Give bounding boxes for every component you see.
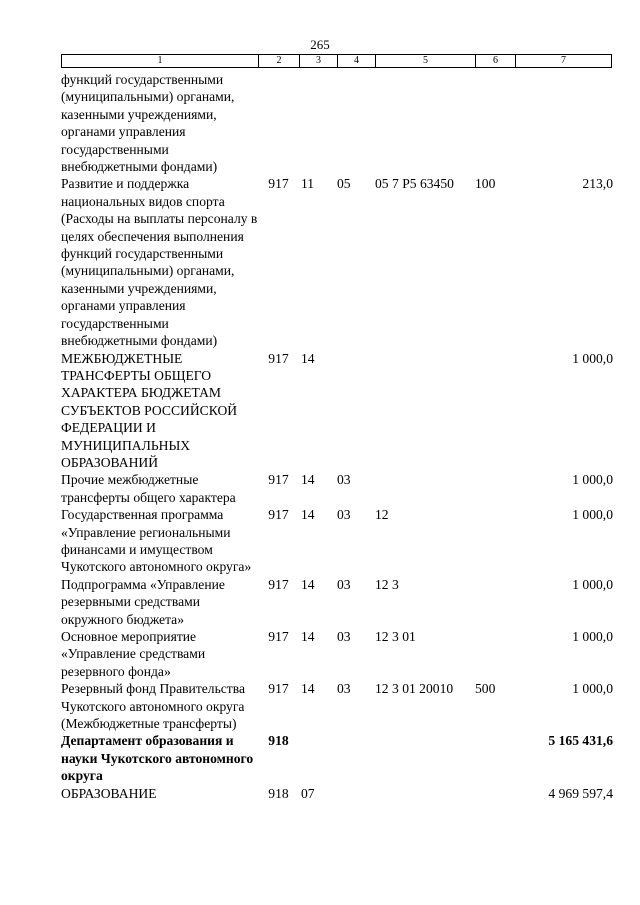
row-amount: 1 000,0 [572, 576, 613, 592]
row-name: ОБРАЗОВАНИЕ [61, 785, 157, 801]
row-subsection: 05 [337, 176, 351, 192]
row-section: 14 [301, 507, 315, 523]
row-ministry-code: 917 [268, 176, 289, 192]
column-header-5: 5 [376, 55, 476, 68]
row-name: Государственная программа «Управление региональными финансами и имуществом Чукотского автономного округа» [61, 507, 252, 575]
column-header-3: 3 [300, 55, 338, 68]
table-row [61, 71, 621, 175]
row-expense-type: 100 [475, 176, 496, 192]
column-header-1: 1 [62, 55, 259, 68]
table-row [61, 576, 621, 628]
row-amount: 1 000,0 [572, 681, 613, 697]
table-row [61, 175, 621, 349]
row-amount: 1 000,0 [572, 472, 613, 488]
table-row [61, 628, 621, 680]
column-header-2: 2 [259, 55, 300, 68]
row-name: Развитие и поддержка национальных видов спорта (Расходы на выплаты персоналу в целях обеспечения выполнения функций государственными (муниципальными) органами, казенными учреждениями, органами управления государственными внебюджетными фондами) [61, 176, 258, 349]
row-section: 14 [301, 629, 315, 644]
row-name: Основное мероприятие «Управление средствами резервного фонда» [61, 629, 206, 679]
row-name: МЕЖБЮДЖЕТНЫЕ ТРАНСФЕРТЫ ОБЩЕГО ХАРАКТЕРА БЮДЖЕТАМ СУБЪЕКТОВ РОССИЙСКОЙ ФЕДЕРАЦИИ И МУНИЦИПАЛЬНЫХ ОБРАЗОВАНИЙ [61, 350, 238, 470]
row-target-article: 12 3 01 [375, 629, 416, 644]
row-ministry-code: 917 [268, 472, 289, 488]
column-header-row [61, 54, 612, 68]
row-subsection: 03 [337, 576, 351, 592]
row-ministry-code: 917 [268, 507, 289, 523]
page-number: 265 [310, 37, 330, 52]
row-name: Департамент образования и науки Чукотского автономного округа [61, 733, 254, 784]
row-section: 11 [301, 176, 315, 192]
row-name: функций государственными (муниципальными) органами, казенными учреждениями, органами управления государственными внебюджетными фондами) [61, 72, 235, 175]
row-amount: 4 969 597,4 [548, 785, 613, 801]
row-amount: 1 000,0 [572, 507, 613, 523]
row-ministry-code: 917 [268, 681, 289, 697]
table-row [61, 506, 621, 576]
row-ministry-code: 917 [268, 629, 289, 644]
row-target-article: 12 3 01 20010 [375, 681, 454, 697]
row-subsection: 03 [337, 681, 351, 697]
row-expense-type: 500 [475, 681, 496, 697]
budget-table-body [61, 71, 621, 802]
table-row [61, 350, 621, 472]
column-header-6: 6 [476, 55, 516, 68]
table-row [61, 785, 621, 802]
column-header-4: 4 [338, 55, 376, 68]
table-row [61, 680, 621, 732]
row-ministry-code: 917 [268, 576, 289, 592]
row-name: Резервный фонд Правительства Чукотского автономного округа (Межбюджетные трансферты) [61, 681, 246, 732]
row-section: 14 [301, 472, 315, 488]
row-section: 14 [301, 350, 315, 366]
row-subsection: 03 [337, 629, 351, 644]
row-amount: 1 000,0 [572, 350, 613, 366]
row-section: 14 [301, 681, 315, 697]
column-header-7: 7 [516, 55, 612, 68]
row-target-article: 05 7 Р5 63450 [375, 176, 454, 192]
table-row-department-total [61, 732, 621, 784]
row-section: 07 [301, 785, 315, 801]
row-section: 14 [301, 576, 315, 592]
row-ministry-code: 917 [268, 350, 289, 366]
row-target-article: 12 [375, 507, 389, 523]
row-amount: 1 000,0 [572, 629, 613, 644]
row-ministry-code: 918 [268, 733, 289, 749]
row-name: Прочие межбюджетные трансферты общего характера [61, 472, 236, 505]
row-name: Подпрограмма «Управление резервными средствами окружного бюджета» [61, 576, 225, 627]
row-target-article: 12 3 [375, 576, 399, 592]
row-ministry-code: 918 [268, 785, 289, 801]
row-amount: 213,0 [582, 176, 613, 192]
table-row [61, 471, 621, 506]
row-subsection: 03 [337, 472, 351, 488]
row-subsection: 03 [337, 507, 351, 523]
row-amount: 5 165 431,6 [548, 733, 613, 749]
